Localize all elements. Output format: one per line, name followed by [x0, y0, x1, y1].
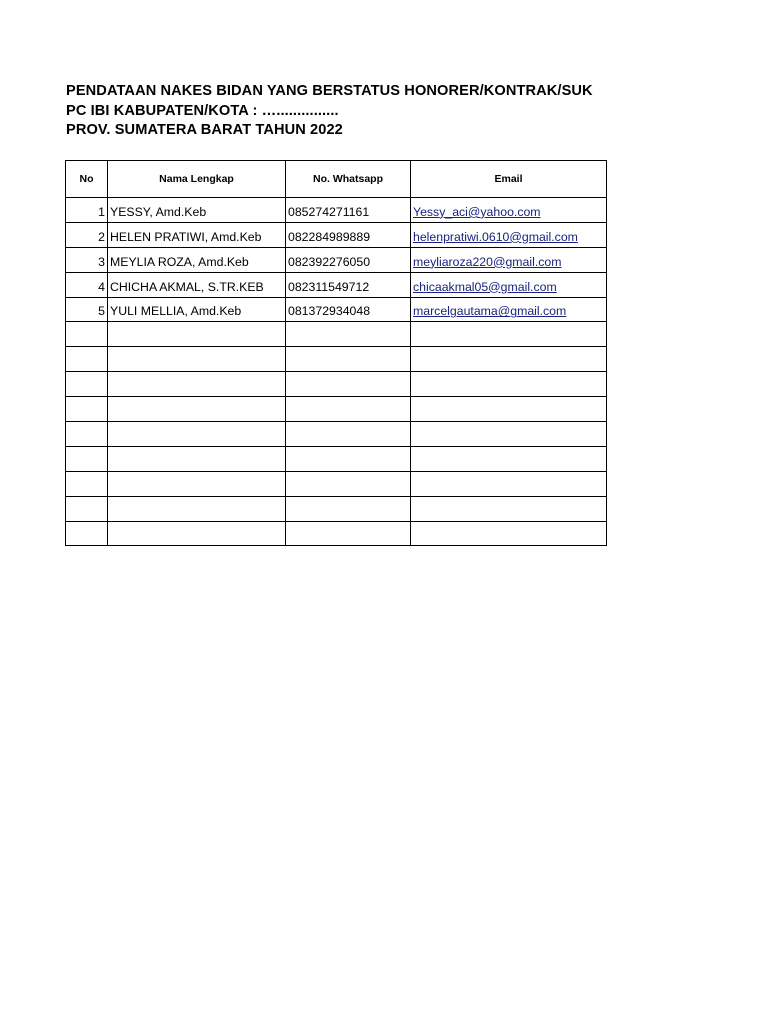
cell-no: [66, 422, 108, 447]
table-row: [66, 247, 607, 272]
cell-no: 3: [66, 247, 108, 272]
table-row: [66, 496, 607, 521]
nakes-data-table: [65, 160, 607, 546]
cell-name: [108, 521, 286, 546]
cell-name: YULI MELLIA, Amd.Keb: [108, 297, 286, 322]
cell-name: CHICHA AKMAL, S.TR.KEB: [108, 272, 286, 297]
table-row: [66, 372, 607, 397]
cell-no: 4: [66, 272, 108, 297]
cell-whatsapp: 085274271161: [286, 198, 411, 223]
table-row: [66, 397, 607, 422]
cell-whatsapp: [286, 347, 411, 372]
cell-no: [66, 322, 108, 347]
cell-name: [108, 372, 286, 397]
cell-name: [108, 446, 286, 471]
cell-name: [108, 496, 286, 521]
header-email: Email: [411, 161, 607, 198]
table-row: [66, 322, 607, 347]
cell-whatsapp: [286, 397, 411, 422]
header-name: Nama Lengkap: [108, 161, 286, 198]
table-row: [66, 347, 607, 372]
heading-title: PENDATAAN NAKES BIDAN YANG BERSTATUS HONORER/KONTRAK/SUK: [66, 83, 593, 99]
header-no: No: [66, 161, 108, 198]
cell-no: [66, 496, 108, 521]
cell-name: [108, 422, 286, 447]
cell-name: [108, 471, 286, 496]
cell-email-link: [411, 372, 607, 397]
table-row: [66, 272, 607, 297]
cell-email-link: [411, 496, 607, 521]
table-row: [66, 297, 607, 322]
cell-whatsapp: [286, 521, 411, 546]
cell-whatsapp: 082284989889: [286, 222, 411, 247]
table-row: [66, 422, 607, 447]
cell-whatsapp: [286, 471, 411, 496]
cell-email-link[interactable]: meyliaroza220@gmail.com: [411, 247, 607, 272]
cell-no: [66, 347, 108, 372]
cell-no: [66, 446, 108, 471]
cell-whatsapp: 082392276050: [286, 247, 411, 272]
cell-email-link[interactable]: Yessy_aci@yahoo.com: [411, 198, 607, 223]
table-row: [66, 471, 607, 496]
cell-whatsapp: [286, 496, 411, 521]
cell-name: MEYLIA ROZA, Amd.Keb: [108, 247, 286, 272]
table-row: [66, 521, 607, 546]
heading-province-year: PROV. SUMATERA BARAT TAHUN 2022: [66, 122, 343, 138]
cell-whatsapp: 081372934048: [286, 297, 411, 322]
table-row: [66, 446, 607, 471]
cell-whatsapp: [286, 446, 411, 471]
cell-no: 5: [66, 297, 108, 322]
table-body: [66, 198, 607, 546]
cell-email-link: [411, 397, 607, 422]
cell-name: YESSY, Amd.Keb: [108, 198, 286, 223]
document-heading: [66, 82, 593, 141]
cell-whatsapp: 082311549712: [286, 272, 411, 297]
heading-regency: PC IBI KABUPATEN/KOTA : …...............: [66, 102, 339, 119]
cell-no: [66, 471, 108, 496]
cell-email-link: [411, 422, 607, 447]
cell-no: [66, 372, 108, 397]
table-row: [66, 198, 607, 223]
table-header-row: [66, 161, 607, 198]
cell-whatsapp: [286, 422, 411, 447]
header-whatsapp: No. Whatsapp: [286, 161, 411, 198]
cell-email-link: [411, 347, 607, 372]
cell-email-link: [411, 322, 607, 347]
cell-email-link: [411, 521, 607, 546]
cell-email-link[interactable]: chicaakmal05@gmail.com: [411, 272, 607, 297]
cell-email-link[interactable]: marcelgautama@gmail.com: [411, 297, 607, 322]
cell-whatsapp: [286, 322, 411, 347]
cell-email-link[interactable]: helenpratiwi.0610@gmail.com: [411, 222, 607, 247]
cell-name: [108, 397, 286, 422]
cell-no: 1: [66, 198, 108, 223]
cell-email-link: [411, 471, 607, 496]
cell-no: [66, 397, 108, 422]
table-row: [66, 222, 607, 247]
cell-no: 2: [66, 222, 108, 247]
cell-no: [66, 521, 108, 546]
cell-whatsapp: [286, 372, 411, 397]
cell-email-link: [411, 446, 607, 471]
cell-name: [108, 347, 286, 372]
cell-name: [108, 322, 286, 347]
cell-name: HELEN PRATIWI, Amd.Keb: [108, 222, 286, 247]
